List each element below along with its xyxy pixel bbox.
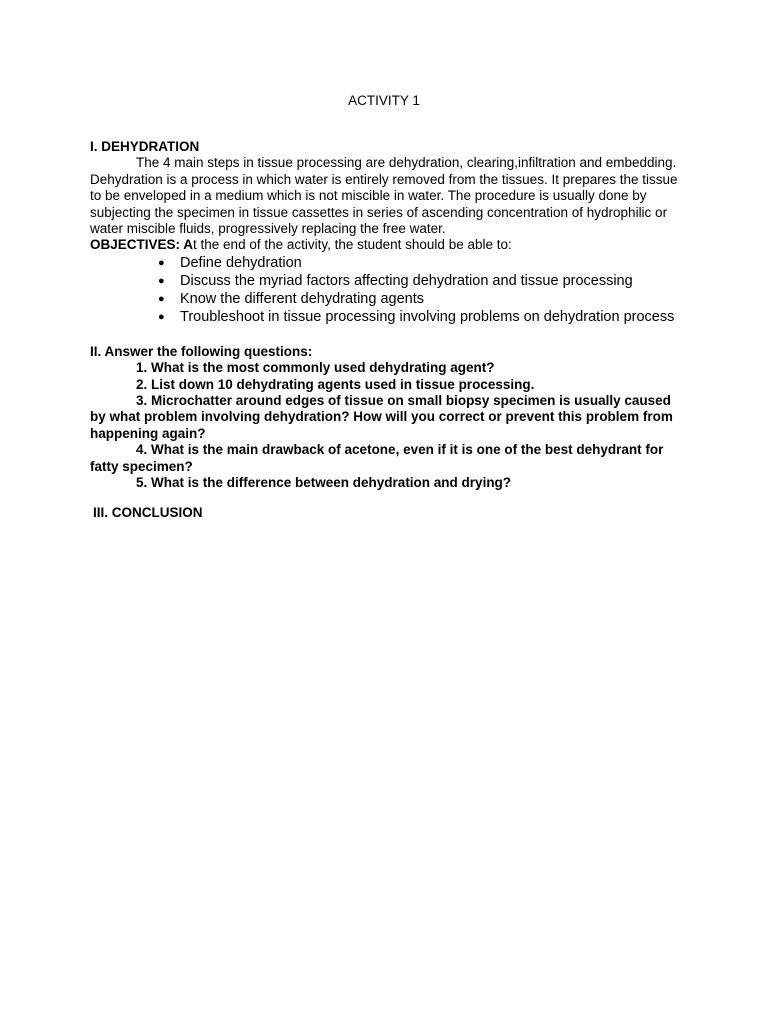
question-item: 2. List down 10 dehydrating agents used in tissue processing.	[136, 376, 535, 392]
objectives-list	[90, 254, 686, 326]
bullet-text: Know the different dehydrating agents	[180, 290, 424, 307]
question-item: 4. What is the main drawback of acetone, even if it is one of the best dehydrant for fatty specimen?	[90, 442, 664, 474]
intro-paragraph: The 4 main steps in tissue processing are dehydration, clearing,infiltration and embedding. Dehydration is a process in which water is entirely removed from the tissues. It prepares the tissue to be enveloped in a medium which is not miscible in water. The procedure is usually done by subjecting the specimen in tissue cassettes in series of ascending concentration of hydrophilic or water miscible fluids, progressively replacing the free water.	[90, 155, 678, 237]
question-item: 3. Microchatter around edges of tissue on small biopsy specimen is usually caused by what problem involving dehydration? How will you correct or prevent this problem from happening again?	[90, 393, 673, 441]
bullet-text: Troubleshoot in tissue processing involving problems on dehydration process	[180, 308, 675, 325]
bullet-icon: ●	[158, 310, 165, 323]
list-item	[158, 272, 686, 290]
page-title: ACTIVITY 1	[348, 93, 420, 108]
list-item	[158, 254, 686, 272]
section-heading-conclusion: III. CONCLUSION	[93, 504, 203, 520]
bullet-icon: ●	[158, 274, 165, 287]
section-heading-questions: II. Answer the following questions:	[90, 343, 313, 359]
question-item: 1. What is the most commonly used dehydrating agent?	[136, 360, 495, 376]
bullet-icon: ●	[158, 256, 165, 269]
question-item: 5. What is the difference between dehydration and drying?	[136, 475, 512, 491]
document-body	[90, 139, 686, 521]
questions-section	[90, 344, 686, 492]
bullet-text: Define dehydration	[180, 254, 302, 271]
section-heading-dehydration: I. DEHYDRATION	[90, 139, 200, 154]
objectives-text: t the end of the activity, the student should be able to:	[193, 237, 512, 253]
objectives-label: OBJECTIVES: A	[90, 237, 194, 253]
list-item	[158, 308, 686, 326]
objectives-line	[90, 237, 686, 253]
list-item	[158, 290, 686, 308]
bullet-icon: ●	[158, 292, 165, 305]
bullet-text: Discuss the myriad factors affecting dehydration and tissue processing	[180, 272, 633, 289]
